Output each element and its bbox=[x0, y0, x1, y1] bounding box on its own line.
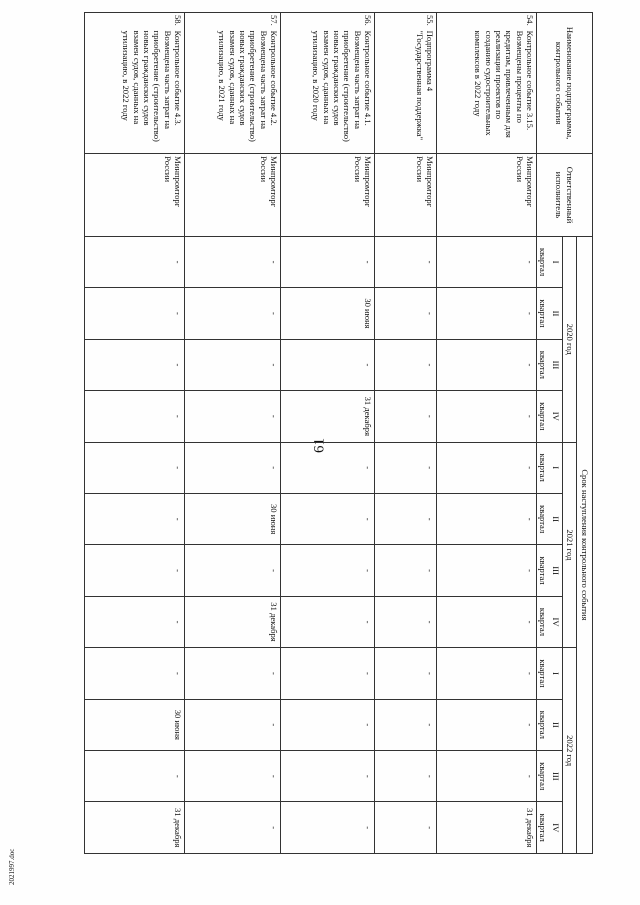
row-deadline-cell: - bbox=[437, 493, 537, 544]
header-quarter-word: квартал bbox=[537, 339, 550, 390]
row-deadline-cell: - bbox=[375, 648, 437, 699]
row-deadline-cell: - bbox=[375, 236, 437, 287]
row-deadline-cell: - bbox=[85, 596, 185, 647]
row-deadline-cell: - bbox=[375, 751, 437, 802]
row-deadline-cell: - bbox=[185, 751, 281, 802]
row-deadline-cell: 31 декабря bbox=[281, 391, 375, 442]
row-deadline-cell: - bbox=[185, 699, 281, 750]
row-deadline-cell: - bbox=[185, 442, 281, 493]
row-deadline-cell: - bbox=[375, 596, 437, 647]
row-deadline-cell: - bbox=[437, 545, 537, 596]
header-quarter-numeral: II bbox=[550, 288, 563, 339]
row-deadline-cell: - bbox=[281, 648, 375, 699]
row-event-name: Контрольное событие 4.2. Возмещена часть затрат на приобретение (строительство) новых гражданских судов взамен судов, сданных на утилизацию, в 2021 году bbox=[185, 29, 281, 154]
row-deadline-cell: - bbox=[85, 442, 185, 493]
row-deadline-cell: - bbox=[281, 493, 375, 544]
row-deadline-cell: - bbox=[185, 288, 281, 339]
header-deadline: Срок наступления контрольного события bbox=[577, 236, 593, 853]
row-deadline-cell: - bbox=[281, 442, 375, 493]
header-quarter-word: квартал bbox=[537, 442, 550, 493]
table-header bbox=[537, 13, 593, 854]
row-event-name: Контрольное событие 4.3. Возмещена часть затрат на приобретение (строительство) новых гражданских судов взамен судов, сданных на утилизацию, в 2022 году bbox=[85, 29, 185, 154]
row-deadline-cell: - bbox=[85, 751, 185, 802]
header-quarter-word: квартал bbox=[537, 236, 550, 287]
document-id: 2021997.doc bbox=[8, 848, 16, 885]
row-event-name: Подпрограмма 4 "Государственная поддержка" bbox=[375, 29, 437, 154]
row-deadline-cell: 31 декабря bbox=[85, 802, 185, 854]
table-row bbox=[375, 13, 437, 854]
header-quarter-numeral: I bbox=[550, 236, 563, 287]
row-deadline-cell: 30 июня bbox=[185, 493, 281, 544]
header-quarter-word: квартал bbox=[537, 648, 550, 699]
header-quarter-numeral: III bbox=[550, 751, 563, 802]
row-deadline-cell: - bbox=[281, 339, 375, 390]
header-year-0: 2020 год bbox=[563, 236, 577, 442]
row-deadline-cell: - bbox=[437, 596, 537, 647]
header-quarter-numeral: I bbox=[550, 442, 563, 493]
row-deadline-cell: - bbox=[375, 391, 437, 442]
control-events-table bbox=[84, 12, 593, 854]
table-body bbox=[85, 13, 537, 854]
row-deadline-cell: 30 июня bbox=[281, 288, 375, 339]
row-responsible: Минпромторг России bbox=[375, 154, 437, 237]
row-responsible: Минпромторг России bbox=[281, 154, 375, 237]
row-deadline-cell: - bbox=[281, 751, 375, 802]
row-deadline-cell: - bbox=[437, 236, 537, 287]
row-deadline-cell: 30 июня bbox=[85, 699, 185, 750]
table-row bbox=[85, 13, 185, 854]
row-deadline-cell: - bbox=[185, 236, 281, 287]
header-quarter-numeral: III bbox=[550, 545, 563, 596]
row-event-name: Контрольное событие 4.1. Возмещена часть затрат на приобретение (строительство) новых гражданских судов взамен судов, сданных на утилизацию, в 2020 году bbox=[281, 29, 375, 154]
row-deadline-cell: - bbox=[85, 339, 185, 390]
header-responsible-column: Ответственный исполнитель bbox=[537, 154, 593, 237]
header-quarter-numeral: IV bbox=[550, 391, 563, 442]
header-quarter-word: квартал bbox=[537, 596, 550, 647]
row-deadline-cell: - bbox=[437, 699, 537, 750]
header-quarter-word: квартал bbox=[537, 751, 550, 802]
header-quarter-numeral: IV bbox=[550, 596, 563, 647]
row-deadline-cell: 31 декабря bbox=[185, 596, 281, 647]
row-deadline-cell: - bbox=[437, 391, 537, 442]
row-deadline-cell: - bbox=[437, 751, 537, 802]
header-quarter-word: квартал bbox=[537, 493, 550, 544]
header-quarter-numeral: I bbox=[550, 648, 563, 699]
rotated-page bbox=[65, 12, 593, 854]
row-deadline-cell: - bbox=[185, 648, 281, 699]
row-deadline-cell: - bbox=[85, 236, 185, 287]
row-number: 55. bbox=[375, 13, 437, 29]
row-deadline-cell: - bbox=[185, 802, 281, 854]
row-deadline-cell: - bbox=[85, 545, 185, 596]
header-quarter-numeral: III bbox=[550, 339, 563, 390]
row-responsible: Минпромторг России bbox=[185, 154, 281, 237]
header-year-1: 2021 год bbox=[563, 442, 577, 648]
row-deadline-cell: - bbox=[375, 339, 437, 390]
row-deadline-cell: - bbox=[375, 802, 437, 854]
header-quarter-numeral: IV bbox=[550, 802, 563, 854]
row-deadline-cell: - bbox=[375, 699, 437, 750]
row-event-name: Контрольное событие 3.15. Возмещены проценты по кредитам, привлеченным для реализации проектов по созданию судостроительных комплексов в 2022 году bbox=[437, 29, 537, 154]
row-number: 57. bbox=[185, 13, 281, 29]
row-deadline-cell: - bbox=[85, 288, 185, 339]
row-deadline-cell: - bbox=[281, 596, 375, 647]
row-deadline-cell: 31 декабря bbox=[437, 802, 537, 854]
row-deadline-cell: - bbox=[375, 442, 437, 493]
row-deadline-cell: - bbox=[185, 545, 281, 596]
row-deadline-cell: - bbox=[437, 442, 537, 493]
row-deadline-cell: - bbox=[281, 236, 375, 287]
header-quarter-word: квартал bbox=[537, 288, 550, 339]
row-deadline-cell: - bbox=[281, 802, 375, 854]
header-quarter-numeral: II bbox=[550, 493, 563, 544]
row-deadline-cell: - bbox=[375, 545, 437, 596]
row-responsible: Минпромторг России bbox=[85, 154, 185, 237]
header-year-2: 2022 год bbox=[563, 648, 577, 854]
header-quarter-word: квартал bbox=[537, 802, 550, 854]
row-deadline-cell: - bbox=[375, 288, 437, 339]
row-deadline-cell: - bbox=[85, 648, 185, 699]
row-responsible: Минпромторг России bbox=[437, 154, 537, 237]
table-row bbox=[281, 13, 375, 854]
row-deadline-cell: - bbox=[85, 493, 185, 544]
row-deadline-cell: - bbox=[437, 339, 537, 390]
row-deadline-cell: - bbox=[437, 648, 537, 699]
row-deadline-cell: - bbox=[85, 391, 185, 442]
row-deadline-cell: - bbox=[185, 391, 281, 442]
row-deadline-cell: - bbox=[281, 699, 375, 750]
header-quarter-word: квартал bbox=[537, 699, 550, 750]
row-number: 58. bbox=[85, 13, 185, 29]
row-deadline-cell: - bbox=[281, 545, 375, 596]
page-number: 61 bbox=[311, 438, 328, 453]
row-number: 54. bbox=[437, 13, 537, 29]
table-row bbox=[437, 13, 537, 854]
row-deadline-cell: - bbox=[185, 339, 281, 390]
row-deadline-cell: - bbox=[375, 493, 437, 544]
row-number: 56. bbox=[281, 13, 375, 29]
row-deadline-cell: - bbox=[437, 288, 537, 339]
header-quarter-word: квартал bbox=[537, 545, 550, 596]
header-quarter-numeral: II bbox=[550, 699, 563, 750]
header-quarter-word: квартал bbox=[537, 391, 550, 442]
header-name-column: Наименование подпрограммы, контрольного события bbox=[537, 13, 593, 154]
table-row bbox=[185, 13, 281, 854]
